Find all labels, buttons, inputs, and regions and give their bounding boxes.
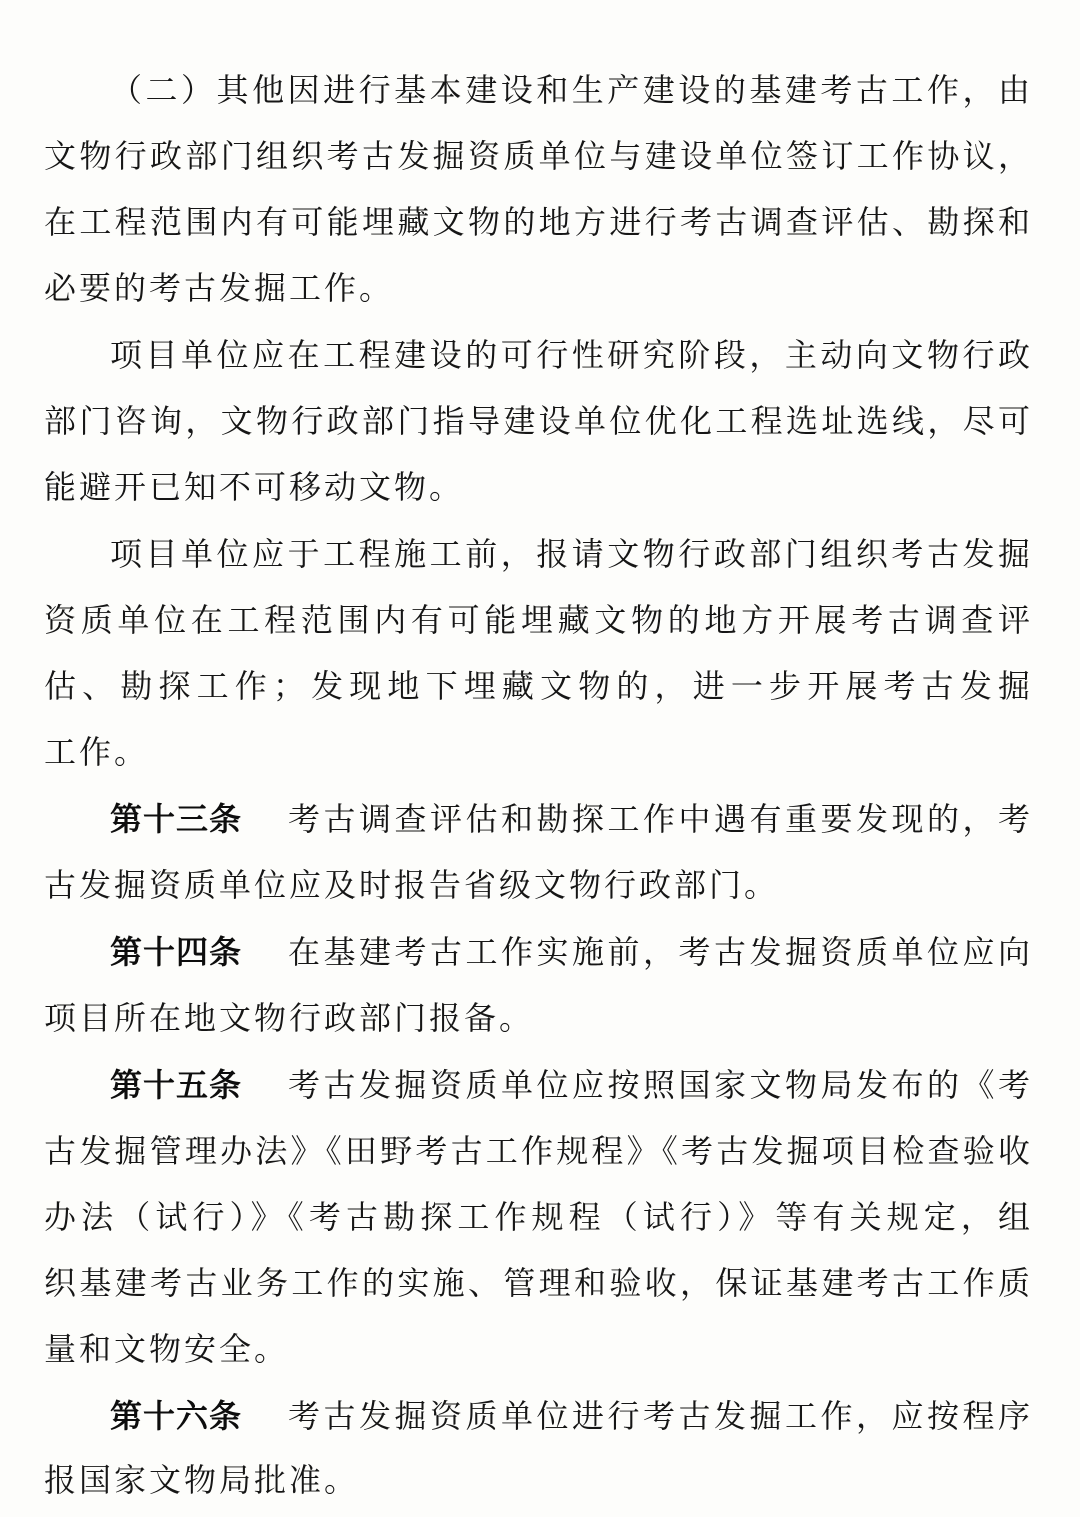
article-15-line-5: 量和文物安全。 (44, 1330, 290, 1368)
article-16-line-2: 报国家文物局批准。 (44, 1461, 360, 1499)
article-15-first-line (110, 1057, 1030, 1113)
article-15-title: 第十五条 (110, 1066, 243, 1104)
article-14-first-line (110, 924, 1030, 980)
paragraph-2-line-3: 能避开已知不可移动文物。 (44, 468, 465, 506)
article-13-text: 考古调查评估和勘探工作中遇有重要发现的，考 (288, 800, 1030, 838)
paragraph-3-line-2: 资质单位在工程范围内有可能埋藏文物的地方开展考古调查评 (44, 601, 1030, 639)
article-14-title: 第十四条 (110, 933, 243, 971)
article-13-title: 第十三条 (110, 800, 243, 838)
paragraph-3-line-3: 估、勘探工作；发现地下埋藏文物的，进一步开展考古发掘 (44, 667, 1030, 705)
article-16-first-line (110, 1388, 1030, 1444)
paragraph-1-line-1: （二）其他因进行基本建设和生产建设的基建考古工作，由 (110, 71, 1030, 109)
paragraph-2-line-2: 部门咨询，文物行政部门指导建设单位优化工程选址选线，尽可 (44, 402, 1030, 440)
article-15-text: 考古发掘资质单位应按照国家文物局发布的《考 (288, 1066, 1030, 1104)
paragraph-1-line-2: 文物行政部门组织考古发掘资质单位与建设单位签订工作协议， (44, 137, 1030, 175)
article-16-text: 考古发掘资质单位进行考古发掘工作，应按程序 (288, 1397, 1030, 1435)
article-15-line-2: 古发掘管理办法》《田野考古工作规程》《考古发掘项目检查验收 (44, 1132, 1030, 1170)
article-13-line-2: 古发掘资质单位应及时报告省级文物行政部门。 (44, 866, 780, 904)
paragraph-3-line-1: 项目单位应于工程施工前，报请文物行政部门组织考古发掘 (110, 535, 1030, 573)
article-14-text: 在基建考古工作实施前，考古发掘资质单位应向 (288, 933, 1030, 971)
paragraph-1-line-3: 在工程范围内有可能埋藏文物的地方进行考古调查评估、勘探和 (44, 203, 1030, 241)
paragraph-2-line-1: 项目单位应在工程建设的可行性研究阶段，主动向文物行政 (110, 336, 1030, 374)
article-13-first-line (110, 791, 1030, 847)
paragraph-3-line-4: 工作。 (44, 733, 150, 771)
article-15-line-3: 办法（试行）》《考古勘探工作规程（试行）》等有关规定，组 (44, 1198, 1030, 1236)
paragraph-1-line-4: 必要的考古发掘工作。 (44, 269, 395, 307)
article-15-line-4: 织基建考古业务工作的实施、管理和验收，保证基建考古工作质 (44, 1264, 1030, 1302)
article-16-title: 第十六条 (110, 1397, 243, 1435)
article-14-line-2: 项目所在地文物行政部门报备。 (44, 999, 535, 1037)
